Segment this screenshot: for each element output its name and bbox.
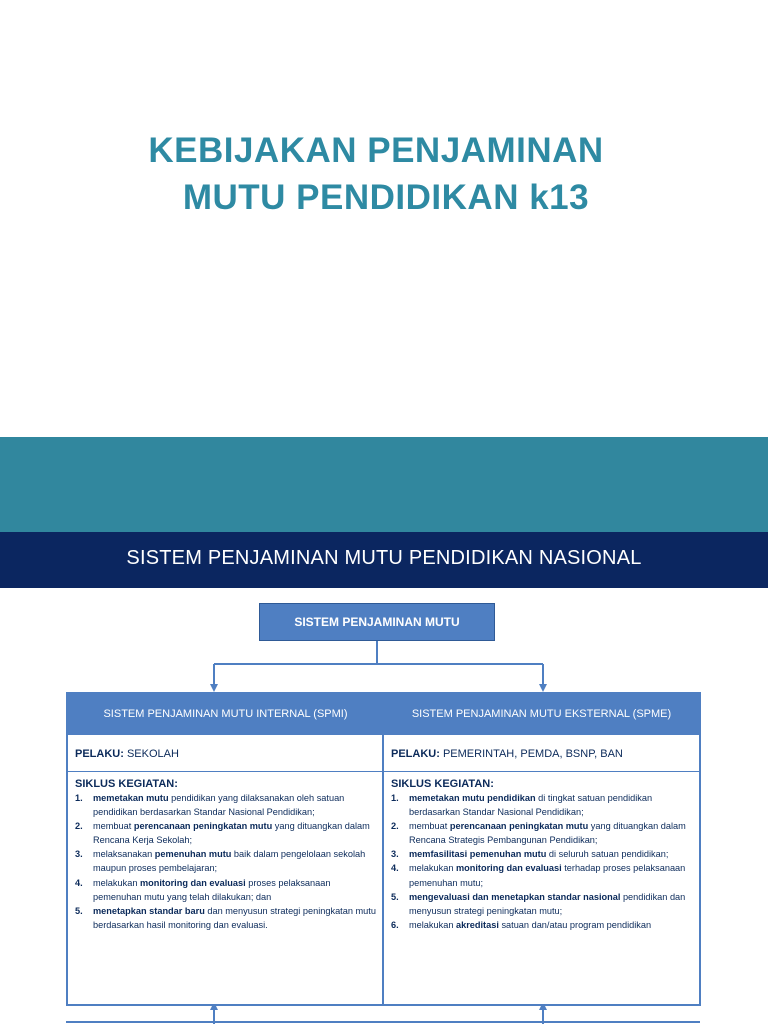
spme-cycle [384, 772, 699, 932]
spme-actor-label: PELAKU: [391, 748, 440, 760]
quality-assurance-diagram [0, 588, 768, 1024]
spmi-box [66, 692, 385, 1006]
spmi-actor-value: SEKOLAH [123, 748, 179, 760]
list-item: 5. menetapkan standar baru dan menyusun strategi peningkatan mutu berdasarkan hasil monitoring dan evaluasi. [75, 905, 376, 930]
spmi-cycle-label: SIKLUS KEGIATAN: [75, 778, 178, 790]
spme-actor-value: PEMERINTAH, PEMDA, BSNP, BAN [439, 748, 623, 760]
list-item: 2. membuat perencanaan peningkatan mutu yang dituangkan dalam Rencana Kerja Sekolah; [75, 821, 370, 846]
spmi-actor [68, 734, 383, 772]
list-item: 3. memfasilitasi pemenuhan mutu di seluruh satuan pendidikan; [391, 849, 669, 860]
spme-actor [384, 734, 699, 772]
list-item: 5. mengevaluasi dan menetapkan standar nasional pendidikan dan menyusun strategi peningkatan mutu; [391, 891, 686, 916]
spmi-cycle [68, 772, 383, 932]
list-item: 6. melakukan akreditasi satuan dan/atau program pendidikan [391, 919, 652, 930]
spme-header: SISTEM PENJAMINAN MUTU EKSTERNAL (SPME) [384, 694, 699, 734]
teal-band [0, 437, 768, 532]
spmi-header: SISTEM PENJAMINAN MUTU INTERNAL (SPMI) [68, 694, 383, 734]
list-item: 2. membuat perencanaan peningkatan mutu yang dituangkan dalam Rencana Strategis Pembangunan Pendidikan; [391, 821, 686, 846]
spmi-actor-label: PELAKU: [75, 748, 124, 760]
slide-title-line-2: MUTU PENDIDIKAN k13 [182, 178, 590, 217]
list-item: 4. melakukan monitoring dan evaluasi terhadap proses pelaksanaan pemenuhan mutu; [391, 863, 686, 888]
title-slide [0, 0, 768, 437]
spme-box [382, 692, 701, 1006]
section-header-band [0, 532, 768, 588]
spme-cycle-label: SIKLUS KEGIATAN: [391, 778, 494, 790]
section-heading: SISTEM PENJAMINAN MUTU PENDIDIKAN NASIONAL [126, 547, 642, 569]
spme-activity-list [391, 791, 692, 932]
slide-title-line-1: KEBIJAKAN PENJAMINAN [148, 131, 604, 170]
list-item: 1. memetakan mutu pendidikan yang dilaksanakan oleh satuan pendidikan berdasarkan Standar Nasional Pendidikan; [75, 793, 345, 818]
list-item: 3. melaksanakan pemenuhan mutu baik dalam pengelolaan sekolah maupun proses pembelajaran; [75, 849, 366, 874]
list-item: 1. memetakan mutu pendidikan di tingkat satuan pendidikan berdasarkan Standar Nasional Pendidikan; [391, 793, 653, 818]
spmi-activity-list [75, 791, 376, 932]
root-node: SISTEM PENJAMINAN MUTU [259, 603, 495, 641]
list-item: 4. melakukan monitoring dan evaluasi proses pelaksanaan pemenuhan mutu yang telah dilakukan; dan [75, 877, 331, 902]
